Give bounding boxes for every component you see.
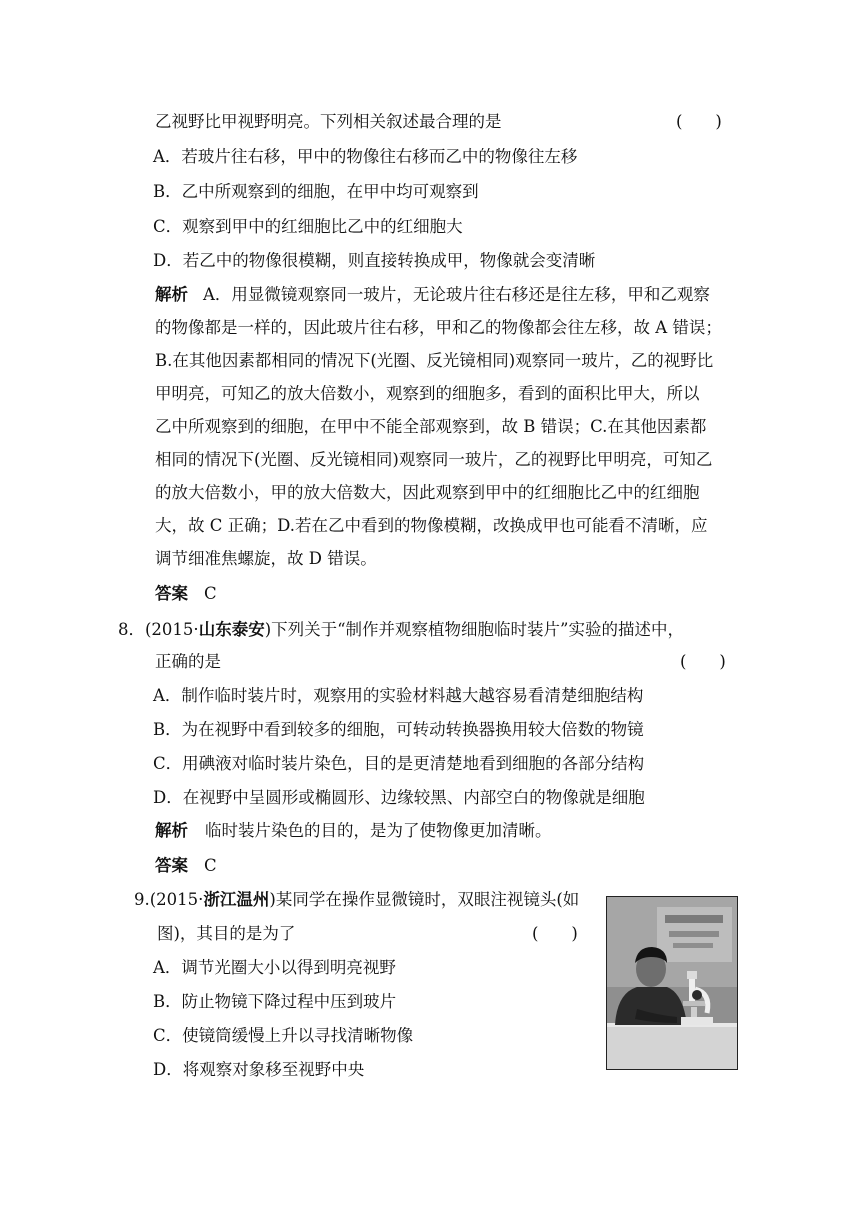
q7-analysis-line: 的物像都是一样的，因此玻片往右移，甲和乙的物像都会往左移，故 A 错误； — [155, 318, 722, 337]
q7-option-c: C．观察到甲中的红细胞比乙中的红细胞大 — [153, 217, 463, 236]
q9-option-c: C．使镜筒缓慢上升以寻找清晰物像 — [153, 1026, 414, 1045]
q8-option-b: B．为在视野中看到较多的细胞，可转动转换器换用较大倍数的物镜 — [153, 720, 644, 739]
q8-stem-line1 — [118, 620, 684, 640]
q8-answer-label: 答案 — [155, 856, 188, 875]
q7-analysis-label: 解析 — [155, 285, 188, 304]
q9-answer-paren: ( ) — [532, 924, 578, 943]
q9-option-b: B．防止物镜下降过程中压到玻片 — [153, 992, 397, 1011]
q7-option-a: A．若玻片往右移，甲中的物像往右移而乙中的物像往左移 — [153, 147, 578, 166]
q9-stem-text: )某同学在操作显微镜时，双眼注视镜头(如 — [269, 890, 580, 909]
q7-analysis-line: 的放大倍数小，甲的放大倍数大，因此观察到甲中的红细胞比乙中的红细胞 — [155, 483, 700, 502]
q7-option-d: D．若乙中的物像很模糊，则直接转换成甲，物像就会变清晰 — [153, 251, 596, 270]
q9-option-d: D．将观察对象移至视野中央 — [153, 1060, 365, 1079]
q8-stem-line2: 正确的是 — [155, 652, 221, 671]
q7-analysis-line: 甲明亮，可知乙的放大倍数小，观察到的细胞多，看到的面积比甲大，所以 — [155, 384, 700, 403]
q8-answer-paren: ( ) — [680, 652, 726, 671]
q7-analysis-line: A．用显微镜观察同一玻片，无论玻片往右移还是往左移，甲和乙观察 — [203, 285, 710, 304]
q8-option-d: D．在视野中呈圆形或椭圆形、边缘较黑、内部空白的物像就是细胞 — [153, 788, 645, 807]
q7-answer-label: 答案 — [155, 584, 188, 603]
q9-stem-line1 — [134, 890, 579, 910]
q8-analysis: 临时装片染色的目的，是为了使物像更加清晰。 — [205, 821, 552, 840]
q7-analysis-line: 调节细准焦螺旋，故 D 错误。 — [155, 549, 377, 568]
q7-answer: C — [204, 584, 217, 603]
q8-answer: C — [204, 856, 217, 875]
q8-option-a: A．制作临时装片时，观察用的实验材料越大越容易看清楚细胞结构 — [153, 686, 644, 705]
q8-stem-text: )下列关于“制作并观察植物细胞临时装片”实验的描述中， — [264, 620, 684, 639]
q7-analysis-line: B.在其他因素都相同的情况下(光圈、反光镜相同)观察同一玻片，乙的视野比 — [155, 351, 714, 370]
microscope-student-illustration — [607, 897, 737, 1069]
q8-number: 8． — [118, 620, 145, 639]
q8-option-c: C．用碘液对临时装片染色，目的是更清楚地看到细胞的各部分结构 — [153, 754, 645, 773]
q7-analysis-line: 相同的情况下(光圈、反光镜相同)观察同一玻片，乙的视野比甲明亮，可知乙 — [155, 450, 713, 469]
microscope-student-photo — [606, 896, 738, 1070]
q7-option-b: B．乙中所观察到的细胞，在甲中均可观察到 — [153, 182, 479, 201]
q9-stem-line2: 图)，其目的是为了 — [157, 924, 296, 943]
q7-analysis-line: 乙中所观察到的细胞，在甲中不能全部观察到，故 B 错误；C.在其他因素都 — [155, 417, 707, 436]
q8-source-place: 山东泰安 — [198, 620, 265, 639]
q9-option-a: A．调节光圈大小以得到明亮视野 — [153, 958, 396, 977]
q7-answer-paren: ( ) — [676, 112, 722, 131]
q8-source-open: (2015· — [145, 620, 199, 639]
q7-analysis-line: 大，故 C 正确；D.若在乙中看到的物像模糊，改换成甲也可能看不清晰，应 — [155, 516, 708, 535]
q9-source-place: 浙江温州 — [203, 890, 270, 909]
q8-analysis-label: 解析 — [155, 821, 188, 840]
q9-number-source: 9.(2015· — [134, 890, 204, 909]
q7-stem-tail: 乙视野比甲视野明亮。下列相关叙述最合理的是 — [155, 112, 502, 131]
